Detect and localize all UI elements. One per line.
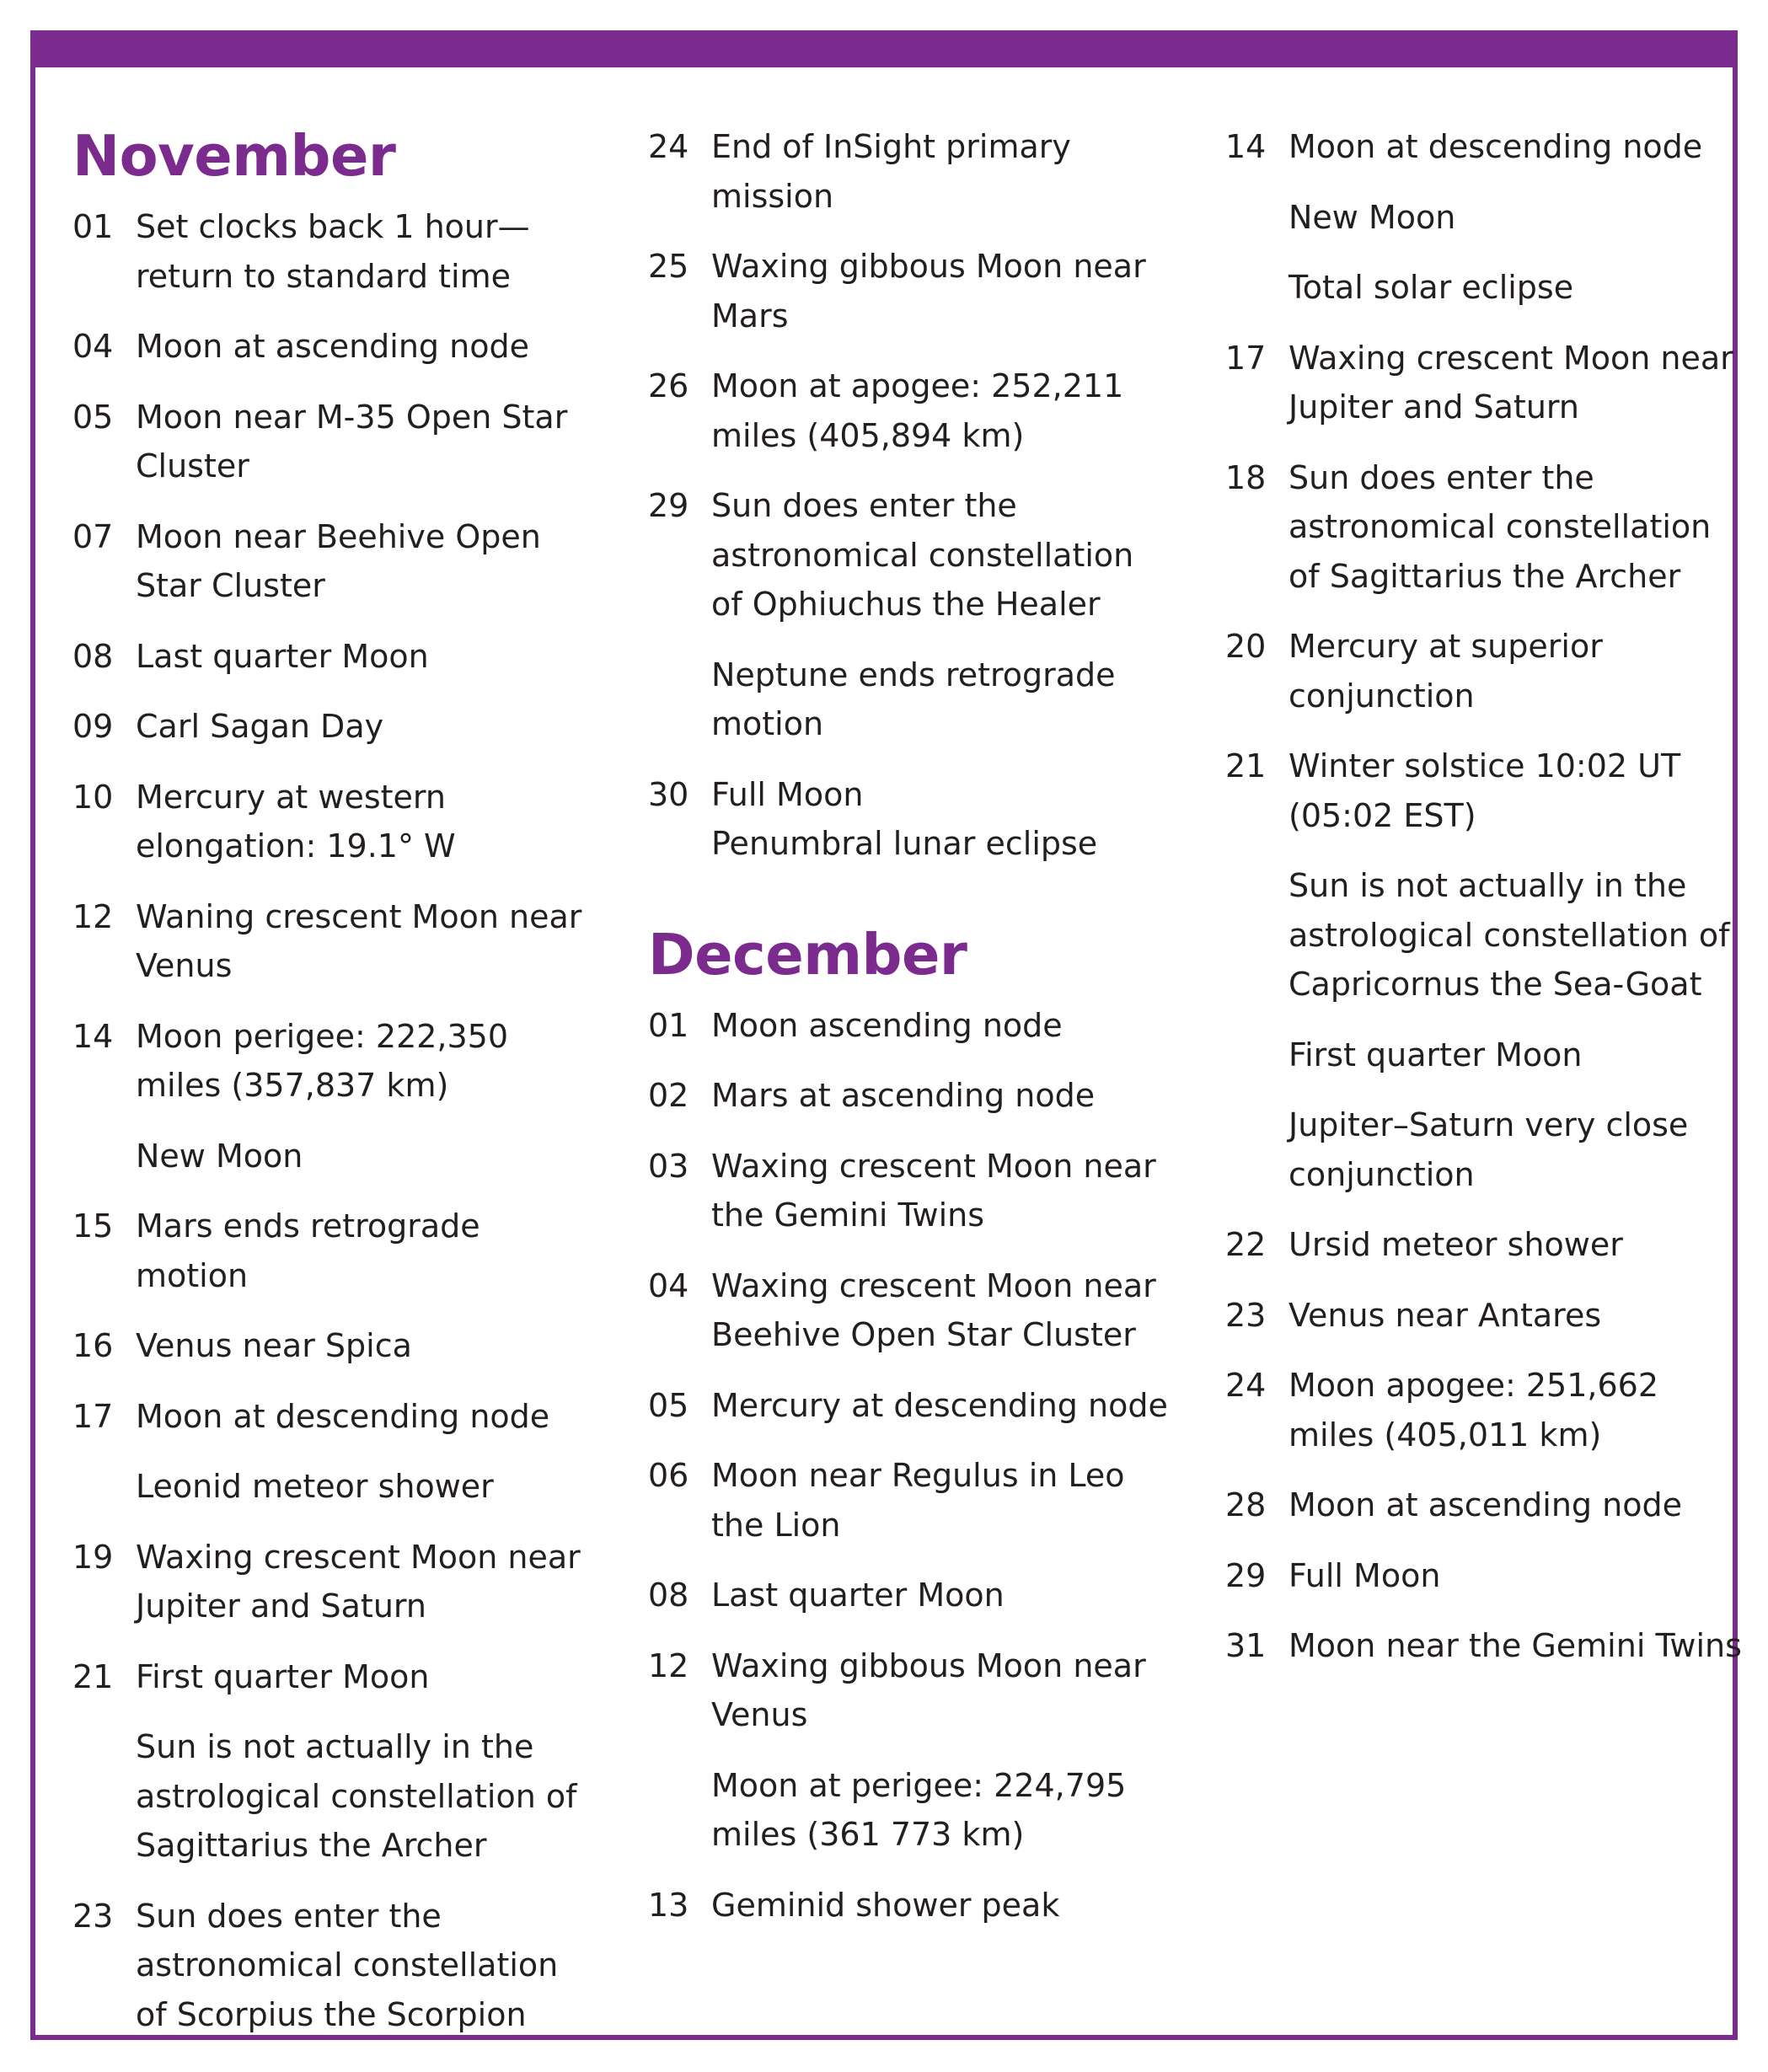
event-entry <box>648 122 1187 221</box>
event-entry <box>72 1892 612 2040</box>
event-day: 17 <box>72 1397 114 1435</box>
event-description: Moon at apogee: 252,211 miles (405,894 km) <box>711 367 1124 454</box>
event-description: Mercury at superior conjunction <box>1288 628 1603 715</box>
event-entry <box>72 1321 612 1371</box>
event-entry <box>1225 622 1765 720</box>
event-description: Set clocks back 1 hour— return to standard time <box>136 208 530 295</box>
event-description: Winter solstice 10:02 UT (05:02 EST) <box>1288 747 1681 834</box>
event-description: Moon near the Gemini Twins <box>1288 1627 1742 1664</box>
calendar-frame <box>30 30 1742 2040</box>
event-entry <box>648 1881 1187 1930</box>
column-3 <box>1225 122 1765 1692</box>
event-day: 05 <box>648 1386 689 1424</box>
event-entry <box>1225 742 1765 840</box>
event-entry <box>72 1202 612 1300</box>
event-entry <box>72 702 612 752</box>
event-day: 21 <box>1225 747 1267 784</box>
event-entry <box>1225 193 1765 243</box>
event-description: Moon at descending node <box>136 1397 550 1435</box>
event-day <box>1225 1031 1288 1080</box>
event-entry <box>72 632 612 682</box>
event-day: 03 <box>648 1147 689 1185</box>
event-description: Moon at descending node <box>1288 128 1703 165</box>
event-description: Moon at perigee: 224,795 miles (361 773 km) <box>711 1766 1127 1853</box>
event-day: 31 <box>1225 1627 1267 1664</box>
event-entry <box>1225 861 1765 1009</box>
event-day: 24 <box>1225 1367 1267 1404</box>
event-description: Last quarter Moon <box>711 1577 1005 1614</box>
event-day: 22 <box>1225 1226 1267 1263</box>
event-description: New Moon <box>1288 198 1456 236</box>
event-day: 24 <box>648 128 689 165</box>
event-entry <box>72 1392 612 1442</box>
event-entry <box>1225 1031 1765 1080</box>
event-entry <box>1225 453 1765 602</box>
event-day: 30 <box>648 775 689 813</box>
event-list <box>648 1001 1187 1930</box>
event-entry <box>1225 1100 1765 1199</box>
event-entry <box>72 892 612 991</box>
event-description: Moon apogee: 251,662 miles (405,011 km) <box>1288 1367 1659 1454</box>
event-entry <box>1225 334 1765 432</box>
event-description: Moon near Regulus in Leo the Lion <box>711 1457 1125 1544</box>
event-entry <box>648 1001 1187 1051</box>
event-description: Full Moon Penumbral lunar eclipse <box>711 775 1098 862</box>
event-entry <box>648 1071 1187 1121</box>
event-entry <box>72 1722 612 1871</box>
event-description: Mercury at western elongation: 19.1° W <box>136 778 456 865</box>
event-description: Geminid shower peak <box>711 1886 1060 1924</box>
event-entry <box>1225 122 1765 172</box>
event-entry <box>648 361 1187 460</box>
event-list <box>648 122 1187 869</box>
event-description: Moon perigee: 222,350 miles (357,837 km) <box>136 1017 509 1104</box>
event-description: End of InSight primary mission <box>711 128 1071 215</box>
event-entry <box>648 651 1187 749</box>
event-day: 18 <box>1225 458 1267 496</box>
event-entry <box>1225 1621 1765 1671</box>
event-day: 12 <box>648 1646 689 1684</box>
event-description: Full Moon <box>1288 1556 1441 1594</box>
event-day: 14 <box>1225 128 1267 165</box>
event-day <box>1225 263 1288 313</box>
event-day: 16 <box>72 1327 114 1364</box>
event-day: 25 <box>648 248 689 285</box>
event-day: 26 <box>648 367 689 404</box>
event-entry <box>648 1641 1187 1740</box>
event-entry <box>1225 1291 1765 1341</box>
event-day: 10 <box>72 778 114 816</box>
event-day: 14 <box>72 1017 114 1055</box>
event-description: Venus near Spica <box>136 1327 412 1364</box>
event-entry <box>1225 1220 1765 1270</box>
month-title-december: December <box>648 921 967 988</box>
event-entry <box>72 1012 612 1111</box>
event-description: Moon at ascending node <box>136 328 529 365</box>
event-day: 19 <box>72 1538 114 1576</box>
event-day: 05 <box>72 398 114 436</box>
event-description: Waxing gibbous Moon near Venus <box>711 1646 1146 1733</box>
event-description: Waxing gibbous Moon near Mars <box>711 248 1146 335</box>
event-day: 07 <box>72 517 114 555</box>
event-day: 08 <box>648 1577 689 1614</box>
event-entry <box>72 1652 612 1702</box>
event-description: Moon ascending node <box>711 1006 1063 1044</box>
month-title-november: November <box>72 123 396 189</box>
event-entry <box>648 1381 1187 1431</box>
event-day: 09 <box>72 708 114 745</box>
event-day: 01 <box>72 208 114 245</box>
event-description: Ursid meteor shower <box>1288 1226 1623 1263</box>
event-entry <box>648 1261 1187 1360</box>
event-description: First quarter Moon <box>136 1657 430 1695</box>
event-day: 23 <box>1225 1296 1267 1334</box>
event-day: 28 <box>1225 1486 1267 1523</box>
event-entry <box>72 322 612 372</box>
event-day <box>1225 861 1288 1009</box>
event-description: Moon at ascending node <box>1288 1486 1682 1523</box>
event-entry <box>72 1533 612 1631</box>
event-entry <box>72 1462 612 1512</box>
event-entry <box>72 1132 612 1181</box>
event-entry <box>1225 1551 1765 1601</box>
event-description: Waning crescent Moon near Venus <box>136 897 582 984</box>
event-entry <box>72 512 612 611</box>
event-day: 04 <box>648 1266 689 1304</box>
event-description: Sun is not actually in the astrological constellation of Capricornus the Sea-Goat <box>1288 867 1730 1003</box>
event-description: Jupiter–Saturn very close conjunction <box>1288 1106 1689 1193</box>
column-1 <box>72 122 612 2060</box>
event-day: 20 <box>1225 628 1267 665</box>
event-entry <box>1225 1361 1765 1459</box>
event-day: 17 <box>1225 339 1267 377</box>
event-entry <box>72 773 612 871</box>
event-entry <box>72 202 612 301</box>
event-description: Sun does enter the astronomical constellation of Scorpius the Scorpion <box>136 1897 559 2033</box>
event-day <box>648 1761 711 1860</box>
event-description: New Moon <box>136 1137 303 1175</box>
event-day: 29 <box>648 487 689 524</box>
event-description: Carl Sagan Day <box>136 708 384 745</box>
event-day: 01 <box>648 1006 689 1044</box>
event-description: Sun is not actually in the astrological constellation of Sagittarius the Archer <box>136 1728 577 1864</box>
event-description: Neptune ends retrograde motion <box>711 656 1116 742</box>
event-entry <box>648 242 1187 340</box>
event-description: Mars ends retrograde motion <box>136 1207 480 1294</box>
event-entry <box>648 1142 1187 1240</box>
event-description: Waxing crescent Moon near Jupiter and Saturn <box>1288 339 1733 426</box>
event-entry <box>648 481 1187 629</box>
event-day <box>1225 193 1288 243</box>
event-entry <box>1225 263 1765 313</box>
event-description: Moon near M-35 Open Star Cluster <box>136 398 568 485</box>
event-description: Last quarter Moon <box>136 637 429 675</box>
event-description: Sun does enter the astronomical constellation of Ophiuchus the Healer <box>711 487 1134 623</box>
event-description: First quarter Moon <box>1288 1036 1583 1073</box>
event-description: Venus near Antares <box>1288 1296 1602 1334</box>
event-list <box>72 202 612 2039</box>
event-entry <box>648 770 1187 869</box>
event-day <box>1225 1100 1288 1199</box>
event-day <box>72 1722 136 1871</box>
event-day <box>648 651 711 749</box>
event-list <box>1225 122 1765 1671</box>
column-2 <box>648 122 1187 1951</box>
event-entry <box>1225 1480 1765 1530</box>
event-entry <box>72 393 612 491</box>
event-day: 12 <box>72 897 114 935</box>
event-description: Total solar eclipse <box>1288 269 1574 306</box>
event-day: 23 <box>72 1897 114 1935</box>
event-day: 08 <box>72 637 114 675</box>
event-entry <box>648 1761 1187 1860</box>
event-description: Waxing crescent Moon near Jupiter and Saturn <box>136 1538 581 1625</box>
event-day: 21 <box>72 1657 114 1695</box>
event-description: Leonid meteor shower <box>136 1468 494 1505</box>
event-day <box>72 1132 136 1181</box>
event-day: 15 <box>72 1207 114 1245</box>
event-description: Waxing crescent Moon near the Gemini Twins <box>711 1147 1156 1234</box>
event-description: Waxing crescent Moon near Beehive Open Star Cluster <box>711 1266 1156 1353</box>
event-description: Mercury at descending node <box>711 1386 1168 1424</box>
event-description: Sun does enter the astronomical constellation of Sagittarius the Archer <box>1288 458 1712 595</box>
event-day <box>72 1462 136 1512</box>
event-entry <box>648 1451 1187 1550</box>
event-day: 02 <box>648 1077 689 1114</box>
event-day: 06 <box>648 1457 689 1494</box>
event-description: Moon near Beehive Open Star Cluster <box>136 517 541 604</box>
event-day: 29 <box>1225 1556 1267 1594</box>
event-day: 13 <box>648 1886 689 1924</box>
event-entry <box>648 1571 1187 1620</box>
event-description: Mars at ascending node <box>711 1077 1096 1114</box>
event-day: 04 <box>72 328 114 365</box>
